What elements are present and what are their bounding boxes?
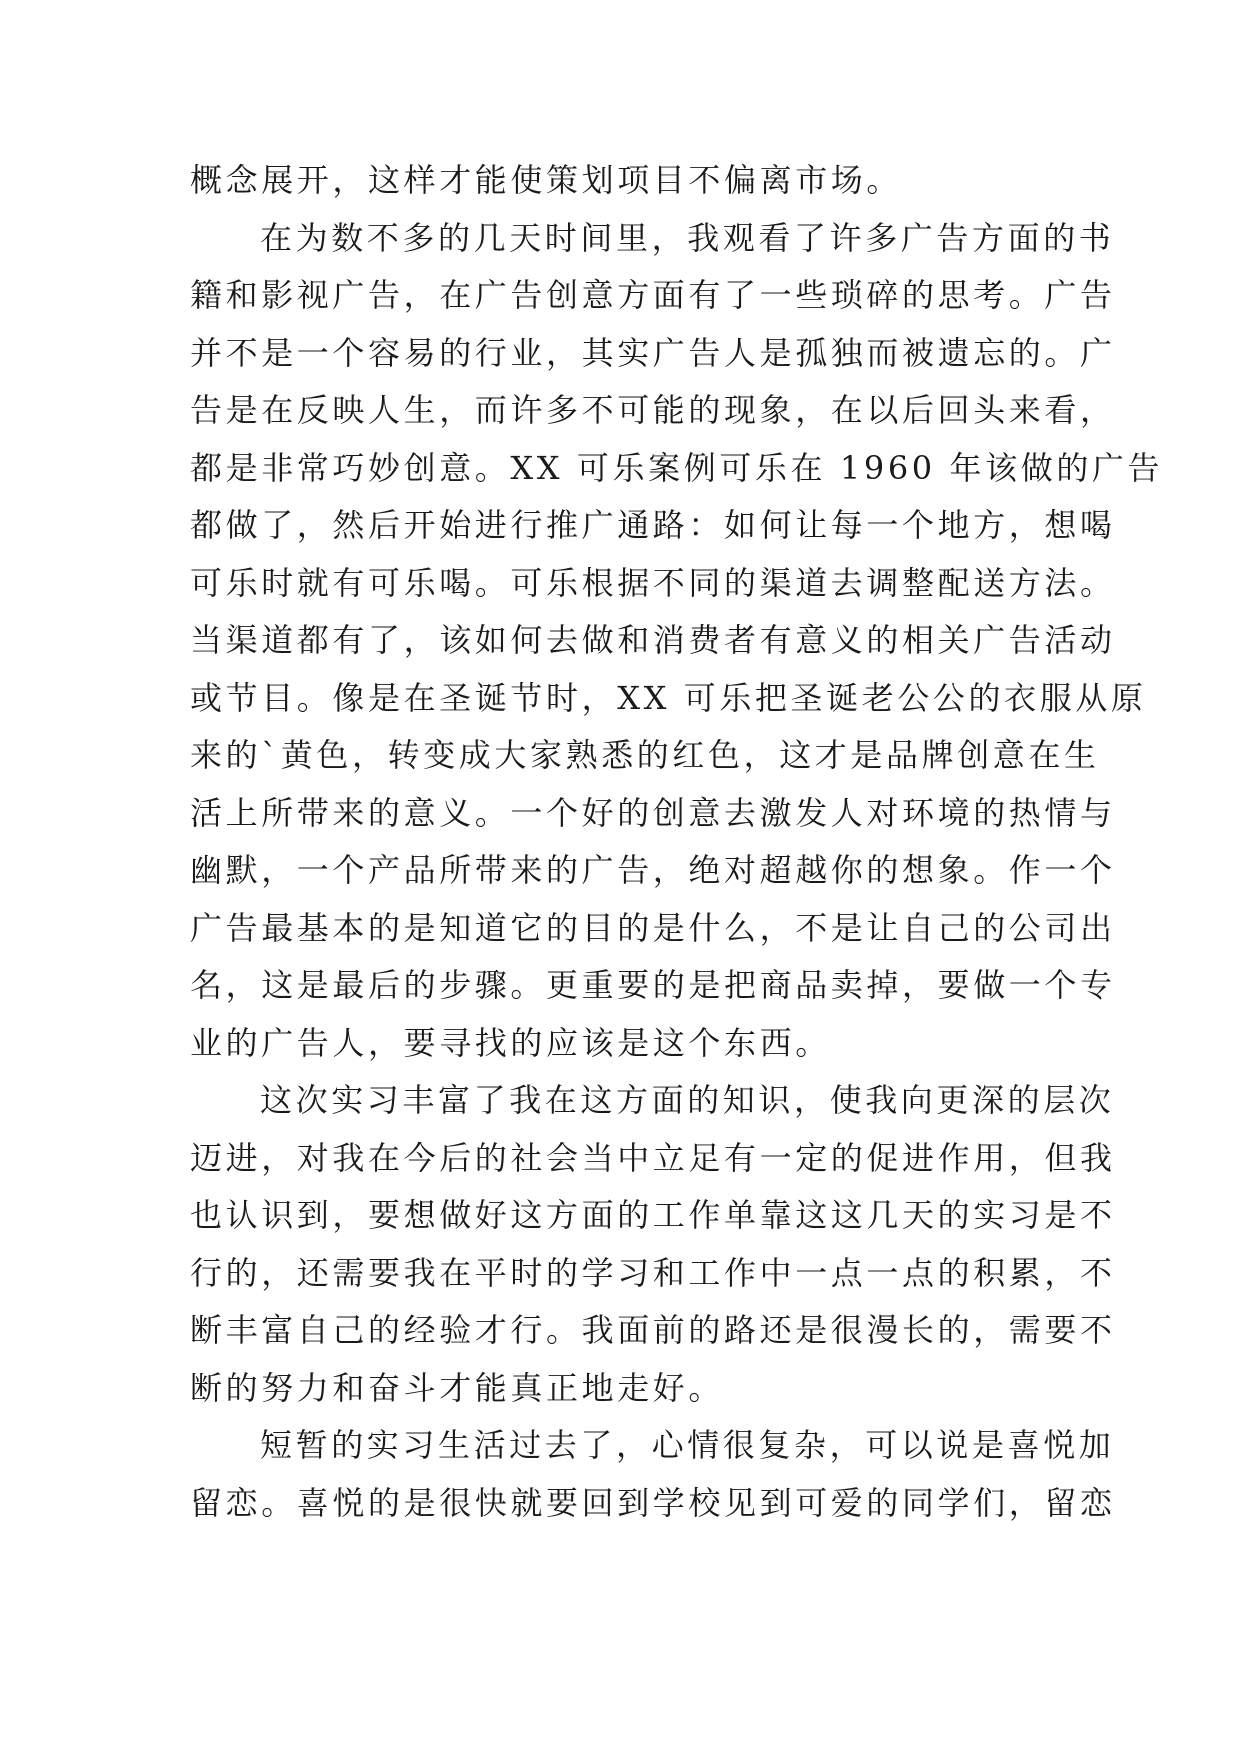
- text-line: 并不是一个容易的行业，其实广告人是孤独而被遗忘的。广: [190, 333, 1116, 372]
- text-line: 概念展开，这样才能使策划项目不偏离市场。: [190, 161, 903, 199]
- text-line: 行的，还需要我在平时的学习和工作中一点一点的积累，不: [190, 1253, 1116, 1292]
- text-line: 活上所带来的意义。一个好的创意去激发人对环境的热情与: [190, 793, 1116, 832]
- text-line: 可乐时就有可乐喝。可乐根据不同的渠道去调整配送方法。: [190, 563, 1116, 602]
- text-line: 来的`黄色，转变成大家熟悉的红色，这才是品牌创意在生: [190, 736, 1100, 774]
- paragraph-start-line: 在为数不多的几天时间里，我观看了许多广告方面的书: [260, 218, 1115, 257]
- text-line: 告是在反映人生，而许多不可能的现象，在以后回头来看，: [190, 391, 1116, 429]
- text-line: 名，这是最后的步骤。更重要的是把商品卖掉，要做一个专: [190, 966, 1116, 1004]
- text-line: 都是非常巧妙创意。XX 可乐案例可乐在 1960 年该做的广告: [190, 448, 1164, 487]
- body-text: [190, 152, 1164, 1532]
- text-line: 也认识到，要想做好这方面的工作单靠这这几天的实习是不: [190, 1196, 1116, 1234]
- text-line: 广告最基本的是知道它的目的是什么，不是让自己的公司出: [190, 908, 1116, 947]
- text-line: 留恋。喜悦的是很快就要回到学校见到可爱的同学们，留恋: [190, 1483, 1116, 1522]
- text-line: 当渠道都有了，该如何去做和消费者有意义的相关广告活动: [190, 621, 1116, 659]
- text-line: 断丰富自己的经验才行。我面前的路还是很漫长的，需要不: [190, 1311, 1116, 1349]
- text-line: 业的广告人，要寻找的应该是这个东西。: [190, 1023, 831, 1062]
- paragraph-start-line: 短暂的实习生活过去了，心情很复杂，可以说是喜悦加: [260, 1426, 1115, 1464]
- text-line: 断的努力和奋斗才能真正地走好。: [190, 1368, 725, 1407]
- text-line: 或节目。像是在圣诞节时，XX 可乐把圣诞老公公的衣服从原: [190, 678, 1147, 717]
- text-line: 籍和影视广告，在广告创意方面有了一些琐碎的思考。广告: [190, 276, 1116, 314]
- text-line: 迈进，对我在今后的社会当中立足有一定的促进作用，但我: [190, 1138, 1116, 1177]
- text-line: 幽默，一个产品所带来的广告，绝对超越你的想象。作一个: [190, 851, 1116, 889]
- paragraph-start-line: 这次实习丰富了我在这方面的知识，使我向更深的层次: [260, 1081, 1115, 1119]
- text-line: 都做了，然后开始进行推广通路：如何让每一个地方，想喝: [190, 506, 1116, 544]
